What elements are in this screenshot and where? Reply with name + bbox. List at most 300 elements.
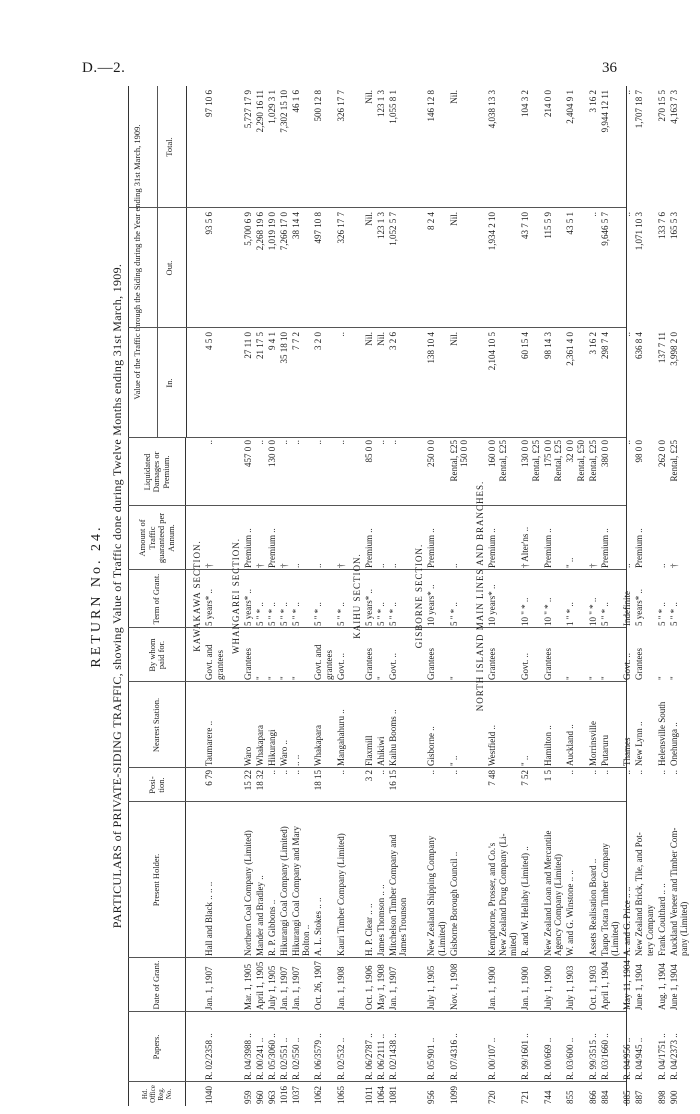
cell-term: 5 " * .. — [387, 602, 398, 626]
cell-in: 60 15 4 — [520, 332, 530, 359]
cell-damages: 32 0 0 Rental, £50 — [565, 440, 586, 482]
cell-total: 500 12 8 — [313, 90, 323, 122]
cell-damages: Rental, £25 — [668, 440, 679, 482]
cell-out: 5,700 6 9 — [242, 212, 253, 246]
cell-out: 1,019 19 0 — [266, 212, 277, 251]
cell-reg: 1062 — [313, 1086, 323, 1104]
cell-date: Jan. 1, 1900 — [520, 966, 530, 1010]
cell-amount: † Alter'ns .. — [520, 526, 530, 568]
cell-papers: R. 02/2358 .. — [204, 1033, 214, 1080]
cell-by-whom: Govt. .. — [520, 653, 530, 680]
cell-station: Mangahahuru .. — [335, 709, 346, 766]
cell-in: 2,104 10 5 — [487, 332, 497, 371]
cell-term: 10 years* .. — [487, 584, 497, 626]
cell-damages: 98 0 0 — [634, 440, 644, 463]
cell-holder: New Zealand Loan and Mercantile Agency Company (Limited) — [542, 830, 563, 956]
cell-total: 1,029 3 1 — [266, 90, 277, 124]
cell-station: .. .. — [290, 754, 301, 766]
cell-pos: .. — [290, 770, 301, 775]
cell-by-whom: " — [668, 676, 679, 680]
cell-in: 137 7 11 — [656, 332, 667, 364]
cell-in: 138 10 4 — [426, 332, 436, 364]
section-title: WHANGAREI SECTION. — [230, 538, 241, 654]
cell-total: 4,038 13 3 — [487, 90, 497, 129]
cell-in: 298 7 4 — [599, 332, 610, 359]
cell-date: Jan. 1, 1907 — [204, 966, 214, 1010]
cell-reg: 1064 — [375, 1086, 386, 1104]
cell-pos: 7 52 — [520, 770, 530, 786]
cell-by-whom: " — [599, 676, 610, 680]
cell-reg: 1016 — [278, 1086, 289, 1104]
cell-term: 1 " * .. — [565, 602, 575, 626]
cell-station: Helensville South — [656, 701, 667, 766]
cell-pos: 7 48 — [487, 770, 497, 786]
cell-pos: .. — [587, 770, 598, 775]
cell-term: 5 " * .. — [313, 602, 323, 626]
cell-pos: .. — [656, 770, 667, 775]
cell-total: 4,163 7 3 — [668, 90, 679, 124]
table-row — [520, 86, 541, 1106]
cell-total: 326 17 7 — [335, 90, 346, 122]
cell-amount: Premium .. — [599, 528, 610, 568]
cell-papers: R. 02/551 .. — [278, 1037, 289, 1080]
cell-date: April 1, 1904 — [599, 961, 610, 1010]
cell-amount: " .. — [565, 557, 575, 568]
cell-papers: R. 99/3515 .. — [587, 1033, 598, 1080]
cell-amount: .. — [387, 563, 398, 568]
cell-holder: A. L. Stokes .. .. — [313, 897, 323, 956]
cell-amount: .. — [290, 563, 301, 568]
cell-station: Waro .. — [278, 739, 289, 766]
cell-damages: 130 0 0 — [266, 440, 277, 467]
table-row — [376, 86, 387, 1106]
table-row — [267, 86, 278, 1106]
cell-papers: R. 02/550 .. — [290, 1037, 301, 1080]
cell-in: 98 14 3 — [542, 332, 553, 359]
cell-pos: 18 32 — [254, 770, 265, 791]
cell-date: July 1, 1905 — [266, 965, 277, 1010]
cell-holder: R. and W. Hellaby (Limited) .. — [520, 846, 530, 956]
cell-total: 2,404 9 1 — [565, 90, 575, 124]
cell-damages: 250 0 0 — [426, 440, 436, 467]
cell-amount: Premium .. — [363, 528, 374, 568]
cell-out: .. — [622, 212, 632, 217]
cell-reg: 1065 — [335, 1086, 346, 1104]
cell-station: Hamilton .. — [542, 725, 553, 766]
table-subtitle: PARTICULARS of PRIVATE-SIDING TRAFFIC, showing Value of Traffic done during Twelve Months ending 31st March, 1909. — [110, 263, 124, 929]
cell-holder: Taupo Totara Timber Company (Limited) — [599, 843, 620, 956]
cell-in: 3 2 6 — [387, 332, 398, 350]
cell-pos: .. — [634, 770, 644, 775]
table-row — [388, 86, 409, 1106]
cell-amount: Premium .. — [487, 528, 497, 568]
cell-reg: 1037 — [290, 1086, 301, 1104]
header-hd-office: Hd. Office Reg. No. — [128, 1082, 186, 1106]
cell-reg: 720 — [487, 1090, 497, 1104]
cell-out: 326 17 7 — [335, 212, 346, 244]
cell-damages: 457 0 0 — [242, 440, 253, 467]
cell-holder: Kauri Timber Company (Limited) — [335, 833, 346, 956]
cell-damages: .. — [335, 440, 346, 445]
cell-date: July 1, 1900 — [542, 965, 553, 1010]
cell-damages: .. — [290, 440, 301, 445]
cell-papers: R. 03/600 .. — [565, 1037, 575, 1080]
cell-term: 10 " * .. — [542, 597, 553, 626]
cell-amount: † — [204, 563, 214, 568]
cell-in: 7 7 2 — [290, 332, 301, 350]
cell-amount: † — [587, 563, 598, 568]
cell-date: Jan. 1, 1907 — [278, 966, 289, 1010]
cell-damages: .. — [622, 440, 632, 445]
cell-station: Whakapara — [313, 725, 323, 766]
cell-damages: .. — [375, 440, 386, 445]
cell-date: Mar. 1, 1905 — [242, 964, 253, 1010]
page-code: D.—2. — [82, 60, 126, 76]
cell-holder: Hikurangi Coal Company and Mary Bolton .. — [290, 826, 311, 956]
cell-damages: 262 0 0 — [656, 440, 667, 467]
section-title: GISBORNE SECTION. — [414, 543, 424, 649]
table-row — [243, 86, 254, 1106]
cell-holder: James Thomson .. .. — [375, 884, 386, 956]
cell-total: 1,707 18 7 — [634, 90, 644, 129]
cell-out: 8 2 4 — [426, 212, 436, 230]
section-title: KAWAKAWA SECTION. — [192, 540, 202, 652]
cell-by-whom: Grantees — [634, 648, 644, 680]
cell-papers: R. 05/3060 .. — [266, 1033, 277, 1080]
cell-amount: .. — [656, 563, 667, 568]
cell-pos: .. — [375, 770, 386, 775]
cell-date: Jan. 1, 1907 — [290, 966, 301, 1010]
cell-term: 5 years* .. — [242, 589, 253, 626]
cell-date: Jan. 1, 1907 — [387, 966, 398, 1010]
cell-total: 5,727 17 9 — [242, 90, 253, 129]
cell-damages: .. — [278, 440, 289, 445]
table-row — [255, 86, 266, 1106]
table-row — [600, 86, 621, 1106]
cell-out: 133 7 6 — [656, 212, 667, 239]
cell-papers: R. 04/2373 .. — [668, 1033, 679, 1080]
cell-amount: Premium .. — [634, 528, 644, 568]
cell-out: 165 5 3 — [668, 212, 679, 239]
cell-in: 21 17 5 — [254, 332, 265, 359]
table-row — [487, 86, 519, 1106]
cell-reg: 1040 — [204, 1086, 214, 1104]
cell-papers: R. 99/1601 .. — [520, 1033, 530, 1080]
cell-term: 10 " * .. — [520, 597, 530, 626]
cell-in: 636 8 4 — [634, 332, 644, 359]
section-title: KAIHU SECTION. — [351, 553, 362, 639]
cell-total: 9,944 12 11 — [599, 90, 610, 133]
cell-amount: † — [254, 563, 265, 568]
cell-total: Nil. — [363, 90, 374, 104]
cell-out: 123 1 3 — [375, 212, 386, 239]
header-in: In. — [164, 378, 174, 388]
cell-papers: R. 03/1660 .. — [599, 1033, 610, 1080]
cell-out: 43 7 10 — [520, 212, 530, 239]
cell-term: 5 " * .. — [656, 602, 667, 626]
cell-reg: 960 — [254, 1090, 265, 1104]
cell-term: 5 " * .. — [448, 602, 459, 626]
header-date: Date of Grant. — [128, 958, 186, 1012]
cell-by-whom: " — [375, 676, 386, 680]
header-damages: Liquidated Damages or Premium. — [128, 438, 186, 506]
rotated-table-page — [88, 86, 689, 1106]
table-row — [657, 86, 668, 1106]
cell-by-whom: Govt. and grantees — [204, 644, 225, 680]
cell-papers: R. 00/241 .. — [254, 1037, 265, 1080]
cell-station: " .. — [448, 755, 459, 766]
cell-term: 10 " * .. — [587, 597, 598, 626]
cell-total: 146 12 8 — [426, 90, 436, 122]
cell-in: 4 5 0 — [204, 332, 214, 350]
section-title: NORTH ISLAND MAIN LINES AND BRANCHES. — [475, 480, 485, 712]
header-term: Term of Grant. — [128, 570, 186, 628]
cell-holder: Northern Coal Company (Limited) — [242, 830, 253, 956]
table-row — [634, 86, 655, 1106]
cell-holder: Assets Realisation Board .. — [587, 858, 598, 956]
cell-station: Putaruru — [599, 735, 610, 766]
cell-holder: Hall and Black .. .. .. — [204, 881, 214, 956]
cell-in: Nil. — [375, 332, 386, 346]
cell-out: 2,268 19 6 — [254, 212, 265, 251]
cell-total: 123 1 3 — [375, 90, 386, 117]
cell-damages: 380 0 0 — [599, 440, 610, 467]
cell-papers: R. 00/669 .. — [542, 1037, 553, 1080]
cell-reg: 887 — [634, 1090, 644, 1104]
table-row — [622, 86, 633, 1106]
cell-by-whom: " — [565, 676, 575, 680]
cell-pos: .. — [668, 770, 679, 775]
cell-damages: Rental, £25 — [587, 440, 598, 482]
cell-reg: 721 — [520, 1090, 530, 1104]
cell-total: .. — [622, 90, 632, 95]
cell-station: Taumarere .. — [204, 720, 214, 766]
cell-holder: Hikurangi Coal Company (Limited) — [278, 826, 289, 956]
cell-date: June 1, 1904 — [634, 964, 644, 1010]
cell-damages: 85 0 0 — [363, 440, 374, 463]
cell-station: Auckland .. — [565, 724, 575, 766]
cell-total: 214 0 0 — [542, 90, 553, 117]
cell-damages: Rental, £25 150 0 0 — [448, 440, 469, 482]
cell-total: 2,290 16 11 — [254, 90, 265, 133]
cell-damages: 130 0 0 Rental, £25 — [520, 440, 541, 482]
cell-holder: H. P. Clear .. .. — [363, 903, 374, 956]
cell-by-whom: " — [266, 676, 277, 680]
header-bottom-rule — [186, 86, 187, 438]
cell-out: 1,052 5 7 — [387, 212, 398, 246]
cell-pos: .. — [426, 770, 436, 775]
table-row — [336, 86, 347, 1106]
cell-total: 270 15 5 — [656, 90, 667, 122]
cell-term: 5 " * .. — [668, 602, 679, 626]
cell-papers: R. 04/956 .. — [622, 1037, 632, 1080]
cell-in: 3 16 2 — [587, 332, 598, 355]
cell-station: Morrinsville — [587, 721, 598, 766]
cell-pos: 16 15 — [387, 770, 398, 791]
cell-holder: R. P. Gibbons .. — [266, 899, 277, 956]
cell-papers: R. 07/4316 .. — [448, 1033, 459, 1080]
cell-by-whom: Govt. .. — [335, 653, 346, 680]
cell-by-whom: " — [290, 676, 301, 680]
cell-reg: 1011 — [363, 1086, 374, 1104]
cell-term: 5 years* .. — [204, 589, 214, 626]
cell-holder: Gisborne Borough Council .. — [448, 851, 459, 956]
cell-in: .. — [622, 332, 632, 337]
cell-date: May 1, 1908 — [375, 964, 386, 1010]
cell-term: 5 years* .. — [634, 589, 644, 626]
cell-in: .. — [335, 332, 346, 337]
cell-amount: Premium .. — [266, 528, 277, 568]
cell-amount: † — [278, 563, 289, 568]
cell-date: July 1, 1903 — [565, 965, 575, 1010]
cell-papers: R. 04/3988 .. — [242, 1033, 253, 1080]
cell-papers: R. 02/532 .. — [335, 1037, 346, 1080]
cell-amount: .. — [622, 563, 632, 568]
cell-by-whom: Grantees — [487, 648, 497, 680]
cell-pos: .. — [599, 770, 610, 775]
cell-amount: Premium .. — [542, 528, 553, 568]
cell-damages: .. — [313, 440, 323, 445]
cell-pos: 18 15 — [313, 770, 323, 791]
page-number: 36 — [602, 60, 617, 76]
cell-pos: .. — [565, 770, 575, 775]
cell-station: Gisborne .. — [426, 726, 436, 766]
cell-date: April 1, 1905 — [254, 961, 265, 1010]
cell-term: 5 " * .. — [335, 602, 346, 626]
cell-out: 43 5 1 — [565, 212, 575, 235]
cell-damages: 175 0 0 Rental, £25 — [542, 440, 563, 482]
cell-pos: .. — [335, 770, 346, 775]
cell-holder: New Zealand Brick, Tile, and Pot- tery Company — [634, 832, 655, 956]
header-papers: Papers. — [128, 1012, 186, 1082]
cell-in: Nil. — [363, 332, 374, 346]
cell-holder: New Zealand Shipping Company (Limited) — [426, 835, 447, 956]
header-total: Total. — [164, 137, 174, 157]
cell-by-whom: Grantees — [363, 648, 374, 680]
cell-date: Oct. 1, 1906 — [363, 965, 374, 1010]
cell-pos: 6 79 — [204, 770, 214, 786]
cell-reg: 1099 — [448, 1086, 459, 1104]
cell-station: New Lynn .. — [634, 721, 644, 766]
cell-by-whom: Grantees — [242, 648, 253, 680]
cell-station: Kaihu Booms .. — [387, 709, 398, 766]
cell-out: Nil. — [448, 212, 459, 226]
cell-out: 9,646 5 7 — [599, 212, 610, 246]
cell-out: Nil. — [363, 212, 374, 226]
cell-papers: R. 04/945 .. — [634, 1037, 644, 1080]
cell-by-whom: " — [254, 676, 265, 680]
cell-in: 2,361 4 0 — [565, 332, 575, 366]
cell-papers: R. 02/1438 .. — [387, 1033, 398, 1080]
cell-by-whom: " — [448, 676, 459, 680]
cell-date: July 1, 1905 — [426, 965, 436, 1010]
cell-papers: R. 00/107 .. — [487, 1037, 497, 1080]
cell-damages: .. — [387, 440, 398, 445]
table-row — [291, 86, 312, 1106]
cell-station: Thames — [622, 737, 632, 766]
cell-by-whom: Govt. .. — [387, 653, 398, 680]
cell-term: 10 years* .. — [426, 584, 436, 626]
cell-station: Whakapara — [254, 725, 265, 766]
cell-amount: † — [668, 563, 679, 568]
cell-station: Ahikiwi — [375, 736, 386, 766]
cell-by-whom: Grantees — [426, 648, 436, 680]
cell-station: " .. — [520, 755, 530, 766]
header-station: Nearest Station. — [128, 682, 186, 768]
cell-amount: .. — [375, 563, 386, 568]
cell-papers: R. 04/1751 .. — [656, 1033, 667, 1080]
cell-reg: 866 — [587, 1090, 598, 1104]
cell-amount: Premium .. — [242, 528, 253, 568]
cell-term: 5 " * .. — [266, 602, 277, 626]
cell-out: 38 14 4 — [290, 212, 301, 239]
cell-by-whom: Govt. and grantees — [313, 644, 334, 680]
table-row — [565, 86, 586, 1106]
cell-term: Indefinite — [622, 591, 632, 626]
cell-papers: R. 06/3579 .. — [313, 1033, 323, 1080]
cell-term: 5 years* .. — [363, 589, 374, 626]
cell-holder: Mitchelson Timber Company and James Trounson — [387, 834, 408, 956]
cell-damages: .. — [254, 440, 265, 445]
cell-out: 7,266 17 0 — [278, 212, 289, 251]
cell-date: Jan. 1, 1900 — [487, 966, 497, 1010]
cell-pos: 15 22 — [242, 770, 253, 791]
cell-by-whom: " — [278, 676, 289, 680]
cell-in: 9 4 1 — [266, 332, 277, 350]
table-row — [313, 86, 334, 1106]
cell-holder: W. and G. Winstone .. .. — [565, 870, 575, 956]
cell-total: 7,302 15 10 — [278, 90, 289, 133]
header-by-whom: By whom paid for. — [128, 628, 186, 682]
cell-date: Oct. 26, 1907 — [313, 961, 323, 1010]
cell-reg: 885 — [622, 1090, 632, 1104]
cell-reg: 744 — [542, 1090, 553, 1104]
table-row — [204, 86, 225, 1106]
cell-date: Nov. 1, 1908 — [448, 963, 459, 1010]
cell-holder: A. and G. Price .. .. — [622, 886, 632, 956]
cell-reg: 900 — [668, 1090, 679, 1104]
cell-out: 1,071 10 3 — [634, 212, 644, 251]
table-row — [449, 86, 470, 1106]
cell-station: Westfield .. — [487, 724, 497, 766]
cell-in: 27 11 0 — [242, 332, 253, 359]
cell-reg: 884 — [599, 1090, 610, 1104]
cell-papers: R. 05/901 .. — [426, 1037, 436, 1080]
cell-total: Nil. — [448, 90, 459, 104]
cell-reg: 855 — [565, 1090, 575, 1104]
cell-amount: Premium .. — [426, 528, 436, 568]
cell-term: 5 " * .. — [599, 602, 610, 626]
header-position: Posi-tion. — [128, 768, 186, 802]
cell-total: 3 16 2 — [587, 90, 598, 113]
cell-in: 35 18 10 — [278, 332, 289, 364]
cell-out: .. — [587, 212, 598, 217]
cell-in: 3 2 0 — [313, 332, 323, 350]
cell-pos: .. — [266, 770, 277, 775]
cell-term: 5 " * .. — [254, 602, 265, 626]
cell-amount: .. — [448, 563, 459, 568]
cell-reg: 1081 — [387, 1086, 398, 1104]
cell-reg: 963 — [266, 1090, 277, 1104]
cell-in: Nil. — [448, 332, 459, 346]
cell-by-whom: Grantees — [542, 648, 553, 680]
table-row — [669, 86, 690, 1106]
cell-amount: .. — [313, 563, 323, 568]
cell-station: Hikurangi — [266, 729, 277, 766]
return-title: RETURN No. 24. — [89, 524, 104, 668]
cell-damages: 160 0 0 Rental, £25 — [487, 440, 508, 482]
cell-term: 5 " * .. — [290, 602, 301, 626]
